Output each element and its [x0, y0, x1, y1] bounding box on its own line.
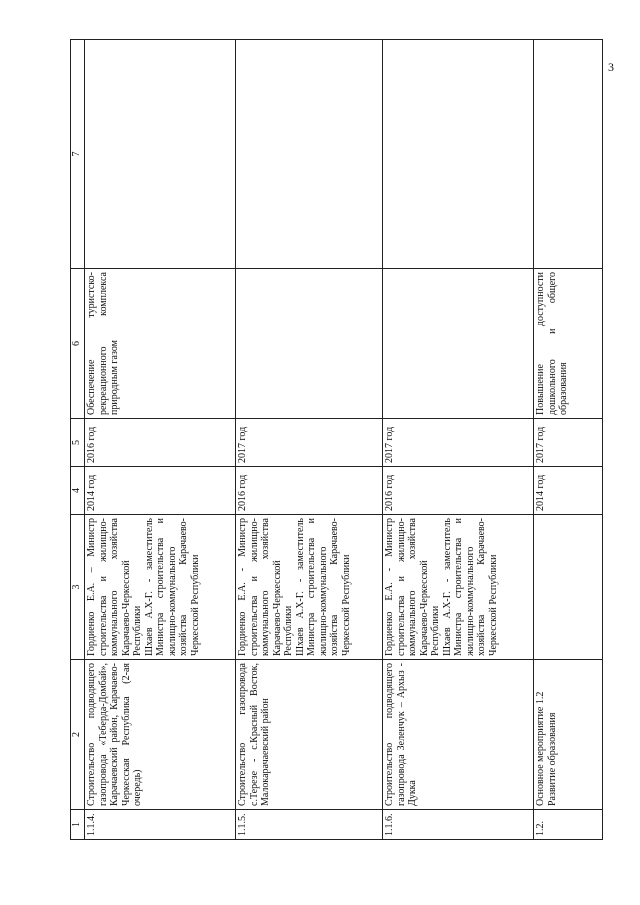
- row-number: 1.2.: [534, 810, 603, 840]
- note-cell: [383, 40, 534, 269]
- executor-primary: Гордиенко Е.А. - Министр строительства и жилищно-коммунального хозяйства Карачаево-Черкесской Республики: [384, 518, 441, 656]
- note-cell: [236, 40, 383, 269]
- executor-secondary: Шхаев А.Х-Г. - заместитель Министра строительства и жилищно-коммунального хозяйства Карачаево-Черкесской Республики: [143, 518, 201, 656]
- end-year: 2017 год: [236, 419, 383, 467]
- table-row: [85, 40, 236, 840]
- column-header: 4: [71, 467, 85, 515]
- end-year: 2016 год: [85, 419, 236, 467]
- activity-name: Строительство подводящего газопровода «Теберда-Домбай», Карачаевский район, Карачаево-Черкесская Республика (2-ая очередь): [85, 660, 236, 810]
- row-number: 1.1.4.: [85, 810, 236, 840]
- end-year: 2017 год: [534, 419, 603, 467]
- expected-result: [383, 269, 534, 419]
- executor-primary: Гордиенко Е.А. – Министр строительства и жилищно-коммунального хозяйства Карачаево-Черкесской Республики: [86, 518, 143, 656]
- rotated-page-content: [70, 40, 600, 840]
- start-year: 2014 год: [85, 467, 236, 515]
- column-header: 7: [71, 40, 85, 269]
- header-row: [71, 40, 85, 840]
- activity-name: Строительство газопровода с.Терезе - с.Красный Восток, Малокарачаевский район: [236, 660, 383, 810]
- column-header: 1: [71, 810, 85, 840]
- start-year: 2014 год: [534, 467, 603, 515]
- note-cell: [534, 40, 603, 269]
- note-cell: [85, 40, 236, 269]
- responsible-executors: [85, 515, 236, 660]
- executor-secondary: Шхаев А.Х-Г. - заместитель Министра строительства и жилищно-коммунального хозяйства Карачаево-Черкесской Республики: [441, 518, 499, 656]
- executor-secondary: Шхаев А.Х-Г. - заместитель Министра строительства и жилищно-коммунального хозяйства Карачаево-Черкесской Республики: [294, 518, 352, 656]
- expected-result: Повышение доступности дошкольного и общего образования: [534, 269, 603, 419]
- expected-result: [236, 269, 383, 419]
- table-row: [383, 40, 534, 840]
- responsible-executors: [383, 515, 534, 660]
- responsible-executors: [236, 515, 383, 660]
- start-year: 2016 год: [383, 467, 534, 515]
- expected-result: Обеспечение туристско-рекреационного комплекса природным газом: [85, 269, 236, 419]
- page-number: 3: [608, 60, 614, 74]
- table-row: [534, 40, 603, 840]
- column-header: 3: [71, 515, 85, 660]
- row-number: 1.1.6.: [383, 810, 534, 840]
- column-header: 5: [71, 419, 85, 467]
- activities-table: [70, 39, 603, 840]
- executor-primary: Гордиенко Е.А. - Министр строительства и жилищно-коммунального хозяйства Карачаево-Черкесской Республики: [237, 518, 294, 656]
- responsible-executors: [534, 515, 603, 660]
- column-header: 6: [71, 269, 85, 419]
- activity-name: Основное мероприятие 1.2 Развитие образования: [534, 660, 603, 810]
- activity-name: Строительство подводящего газопровода Зеленчук – Архыз - Дукка: [383, 660, 534, 810]
- row-number: 1.1.5.: [236, 810, 383, 840]
- table-row: [236, 40, 383, 840]
- column-header: 2: [71, 660, 85, 810]
- start-year: 2016 год: [236, 467, 383, 515]
- end-year: 2017 год: [383, 419, 534, 467]
